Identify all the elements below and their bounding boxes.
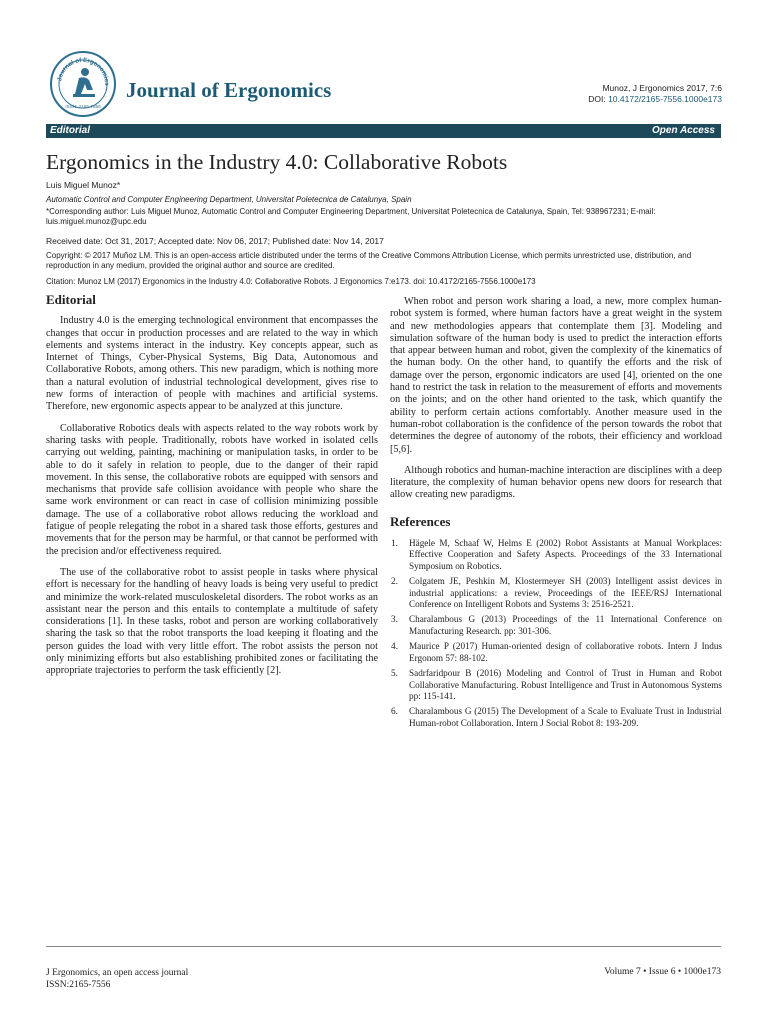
- reference-list: [390, 538, 722, 729]
- header-citation: [588, 83, 722, 105]
- editorial-heading: Editorial: [46, 292, 96, 307]
- reference-item: 3. Charalambous G (2013) Proceedings of the 11 International Conference on Manufacturing Research. pp: 301-306.: [391, 614, 722, 636]
- article-citation: Citation: Munoz LM (2017) Ergonomics in the Industry 4.0: Collaborative Robots. J Ergonomics 7:e173. doi: 10.4172/2165-7556.1000e173: [46, 277, 536, 286]
- right-column: [390, 296, 722, 733]
- paragraph-1: Industry 4.0 is the emerging technological environment that encompasses the changes that occur in production processes and are related to the way in which elements and systems interact in the industry. Key concepts appear, such as Internet of Things, Cyber-Physical Systems, Big Data, Autonomous and Collaborative Robots, among others. This new paradigm, which is nothing more than a natural evolution of industrial technological development, gives rise to new forms of interaction of people with machines and artificial systems. Therefore, new ergonomic aspects appear to be analyzed at this juncture.: [46, 315, 378, 413]
- author-name: Luis Miguel Munoz*: [46, 180, 121, 190]
- reference-item: 1. Hägele M, Schaaf W, Helms E (2002) Robot Assistants at Manual Workplaces: Effective Cooperation and Safety Aspects. Proceedings of the 33 International Symposium on Robotics.: [391, 538, 722, 571]
- paragraph-2: Collaborative Robotics deals with aspects related to the way robots work by sharing tasks with people. Traditionally, robots have worked in isolated cells carrying out welding, painting, machining or manipulation tasks, in order to be able to do it safely in relation to people, due to the danger of their rapid movement. In this sense, the collaborative robots are equipped with sensors and mechanisms that provide safe collision avoidance with people who share the same work environment or can react in case of collision minimizing possible damage. The use of a collaborative robot allows reducing the workload and fatigue of people relegating the robot in a shared task those efforts, gestures and movements that for the person may be harmful, or that cannot be performed with the precision and/or effectiveness required.: [46, 422, 378, 557]
- article-title: Ergonomics in the Industry 4.0: Collaborative Robots: [46, 150, 508, 174]
- corresponding-author: *Corresponding author: Luis Miguel Munoz, Automatic Control and Computer Engineering Department, Universitat Poletecnica de Catalunya, Spain, Tel: 938967231; E-mail: luis.miguel.munoz@upc.edu: [46, 207, 656, 226]
- footer-volume: Volume 7 • Issue 6 • 1000e173: [604, 967, 721, 977]
- banner-open-access: Open Access: [652, 125, 715, 136]
- paragraph-4: When robot and person work sharing a load, a new, more complex human-robot system is formed, where human factors have a great weight in the system and new methodologies appears that contemplate them [3]. Modeling and simulation software of the human body is used to predict the interaction efforts that appear between human and robot, given the complexity of the kinematics of the human body. On the other hand, to quantify the efforts and the risk of damage over the person, ergonomic indicators are used [4], oriented on the one hand to restrict the task in relation to the measurement of efforts and movements on the joints; and on the other hand oriented to the task, which quantify the ability to perform certain actions comfortably. Another measure used in the human-robot collaboration is the confidence of the person towards the robot that determines the degree of autonomy of the robots, their efficiency and workload [5,6].: [390, 296, 722, 455]
- logo-ring-text: Journal of Ergonomics: [56, 56, 111, 86]
- logo-issn: ISSN: 2165-7556: [65, 104, 101, 109]
- article-type-banner: [46, 124, 721, 138]
- footer-divider: [46, 946, 721, 947]
- references-heading: References: [390, 513, 451, 529]
- article-dates: Received date: Oct 31, 2017; Accepted date: Nov 06, 2017; Published date: Nov 14, 2017: [46, 236, 384, 246]
- footer-issn-line: ISSN:2165-7556: [46, 980, 111, 990]
- reference-item: 2. Colgatem JE, Peshkin M, Klostermeyer SH (2003) Intelligent assist devices in industrial applications: a review, Proceedings of the IEEE/RSJ International Conference on Intelligent Robots and Systems 3: 2516-2521.: [391, 576, 722, 610]
- doi-label: DOI:: [588, 94, 606, 104]
- journal-title: Journal of Ergonomics: [126, 78, 332, 102]
- reference-item: 5. Sadrfaridpour B (2016) Modeling and Control of Trust in Human and Robot Collaborative Manufacturing. Robust Intelligence and Trust in Autonomous Systems pp: 115-141.: [391, 668, 722, 701]
- paragraph-3: The use of the collaborative robot to assist people in tasks where physical effort is necessary for the handling of heavy loads is being very useful to predict and minimize the work-related musculoskeletal disorders. The robot works as an assistant near the person and this entails to contemplate a multitude of safety considerations [1]. In these tasks, robot and person are working collaboratively sharing the task so that the robot transports the load keeping it floating and the person guides the load with very little effort. The robot assists the person not only minimizing efforts but also establishing prohibited zones or facilitating the appropriate trajectories to perform the task efficiently [2].: [46, 566, 378, 677]
- reference-item: 4. Maurice P (2017) Human-oriented design of collaborative robots. Intern J Indus Ergonom 57: 88-102.: [391, 641, 722, 663]
- paragraph-5: Although robotics and human-machine interaction are disciplines with a deep literature, the complexity of human behavior opens new doors for research that allow creating new paradigms.: [390, 464, 722, 501]
- doi-link[interactable]: 10.4172/2165-7556.1000e173: [608, 94, 722, 104]
- journal-logo: [49, 50, 117, 118]
- reference-item: 6. Charalambous G (2015) The Development of a Scale to Evaluate Trust in Industrial Human-robot Collaboration. Intern J Social Robot 8: 193-209.: [391, 706, 722, 728]
- author-affiliation: Automatic Control and Computer Engineering Department, Universitat Poletecnica de Catalunya, Spain: [46, 195, 412, 204]
- doi-line: [588, 94, 722, 105]
- banner-editorial: Editorial: [50, 125, 91, 136]
- copyright-notice: Copyright: © 2017 Muñoz LM. This is an open-access article distributed under the terms of the Creative Commons Attribution License, which permits unrestricted use, distribution, and reproduction in any medium, provided the original author and source are credited.: [46, 251, 692, 270]
- footer-journal: [46, 967, 188, 991]
- left-column: [46, 292, 378, 687]
- footer-journal-line: J Ergonomics, an open access journal: [46, 968, 189, 978]
- cite-line: Munoz, J Ergonomics 2017, 7:6: [602, 83, 722, 93]
